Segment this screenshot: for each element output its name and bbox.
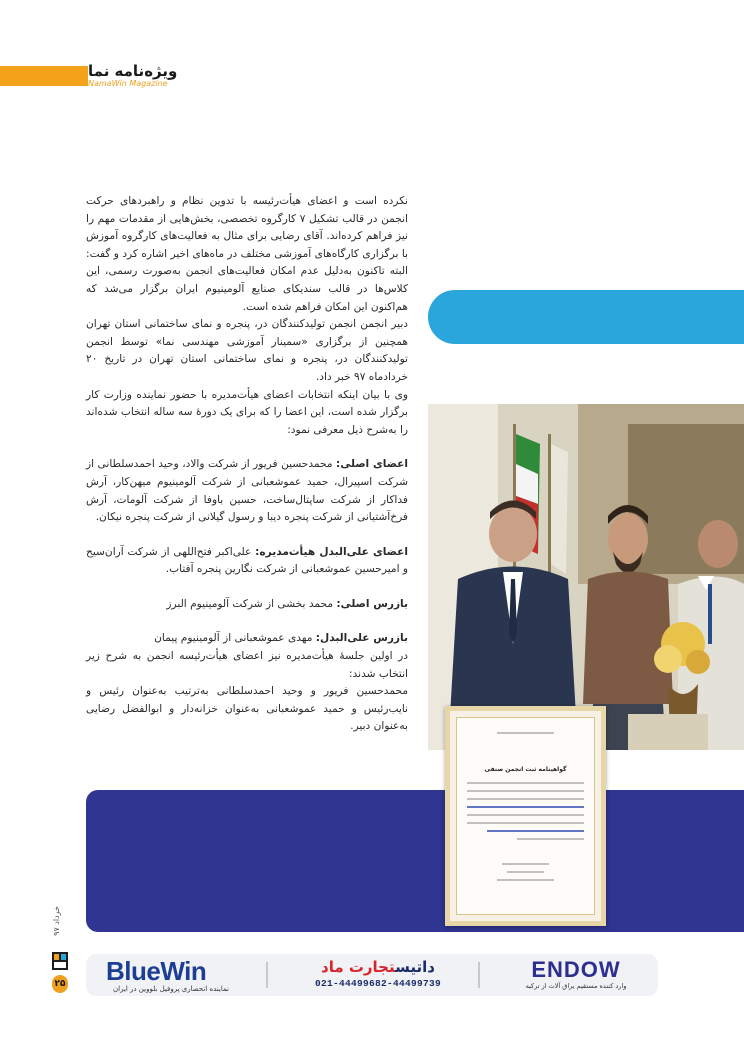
certificate-signature-line	[507, 871, 544, 873]
datis-phone: 021-44499682-44499739	[314, 978, 442, 989]
principal-members-label: اعضای اصلی:	[336, 458, 408, 471]
magazine-logo	[88, 62, 208, 92]
article-paragraph-4: در اولین جلسهٔ هیأت‌مدیره نیز اعضای هیأت‌رئیسه انجمن به شرح زیر انتخاب شدند:	[86, 650, 408, 680]
alternate-inspector	[86, 630, 408, 648]
ad-separator	[478, 962, 480, 988]
certificate-emblem-line	[497, 732, 554, 734]
article-paragraph-1: نکرده است و اعضای هیأت‌رئیسه با تدوین نظام و راهبردهای حرکت انجمن در قالب تشکیل ۷ کارگروه تخصصی، بخش‌هایی از مقدمات مهم را نیز فراهم کرده‌اند. آقای رضایی برای مثال به فعالیت‌های کارگروه آموزش با برگزاری کارگاه‌های آموزشی مختلف در ماه‌های اخیر اشاره کرد و گفت: البته تاکنون به‌دلیل عدم امکان فعالیت‌های انجمن به‌صورت رسمی، این کلاس‌ها در قالب سندیکای صنایع آلومینیوم ایران برگزار می‌شد که هم‌اکنون این امکان فراهم شده است.	[86, 195, 408, 313]
certificate-text-line	[467, 814, 584, 816]
board-members-photo	[428, 404, 744, 750]
endow-logo: ENDOW	[531, 957, 621, 982]
certificate-title: گواهینامه ثبت انجمن صنفی	[484, 766, 567, 773]
logo-title: ویژه‌نامه نما	[88, 62, 178, 80]
principal-members-text: محمدحسین فریور از شرکت والاد، وحید احمدسلطانی از شرکت اسپیرال، حمید عموشعبانی از شرکت آلومینیوم میهن‌کار، آرش فداکار از شرکت ساپتال‌ساخت، حسین باوفا از شرکت آلومات، آرش فرخ‌آشتیانی از شرکت پنجره دیبا و رسول گیلانی از شرکت پنجره نیکان.	[86, 458, 408, 524]
main-inspector-label: بازرس اصلی:	[336, 597, 408, 610]
photo-illustration	[428, 404, 744, 750]
decorative-blue-banner	[428, 290, 744, 344]
alternate-inspector-label: بازرس علی‌البدل:	[315, 632, 408, 645]
certificate-highlight-line	[487, 830, 584, 832]
certificate-text-line	[467, 822, 584, 824]
endow-tagline: وارد کننده مستقیم یراق آلات از ترکیه	[525, 982, 627, 990]
navy-info-box	[86, 790, 744, 932]
issue-date: خرداد ۹۷	[52, 906, 61, 936]
bluewin-logo: BlueWin	[106, 956, 207, 986]
principal-members	[86, 456, 408, 526]
bluewin-ad[interactable]	[106, 958, 266, 994]
main-inspector	[86, 596, 408, 614]
main-inspector-text: محمد بخشی از شرکت آلومینیوم البرز	[166, 597, 337, 610]
certificate-text-line	[467, 782, 584, 784]
datis-logo: داتیستجارت ماد	[321, 958, 435, 976]
article-paragraph-2: دبیر انجمن انجمن تولیدکنندگان در، پنجره و نمای ساختمانی استان تهران همچنین از برگزاری «سمینار آموزشی مهندسی نما» توسط انجمن تولیدکنندگان در، پنجره و نمای ساختمانی استان تهران در تاریخ ۲۰ خردادماه ۹۷ خبر داد.	[86, 318, 408, 383]
certificate-signature-line	[497, 879, 554, 881]
article-paragraph-3: وی با بیان اینکه انتخابات اعضای هیأت‌مدیره با حضور نماینده وزارت کار برگزار شده است، این اعضا را که برای یک دورهٔ سه ساله انتخاب شده‌اند را به‌شرح ذیل معرفی نمود:	[86, 388, 408, 436]
alternate-inspector-text: مهدی عموشعبانی از آلومینیوم پیمان	[154, 632, 316, 645]
article-paragraph-5: محمدحسین فریور و وحید احمدسلطانی به‌ترتیب به‌عنوان رئیس و نایب‌رئیس و حمید عموشعبانی به‌عنوان خزانه‌دار و ابوالفضل رضایی به‌عنوان دبیر.	[86, 685, 408, 733]
registration-certificate	[445, 706, 606, 926]
certificate-paper	[456, 717, 595, 915]
alternate-members	[86, 544, 408, 579]
logo-subtitle: NamaWin Magazine	[88, 79, 168, 88]
page-number: ۲۵	[52, 975, 68, 993]
alternate-members-text: علی‌اکبر فتح‌اللهی از شرکت آران‌سیح و امیرحسین عموشعبانی از شرکت نگارین پنجره آفتاب.	[86, 545, 408, 576]
bluewin-tagline: نماینده انحصاری پروفیل بلووین در ایران	[113, 985, 229, 993]
certificate-highlight-line	[467, 806, 584, 808]
article-column	[86, 193, 408, 736]
datis-ad[interactable]	[298, 958, 458, 994]
ad-separator	[266, 962, 268, 988]
alternate-members-label: اعضای علی‌البدل هیأت‌مدیره:	[255, 545, 408, 558]
magazine-icon	[51, 951, 69, 971]
certificate-signature-line	[502, 863, 549, 865]
advertisement-strip	[86, 954, 658, 996]
header-accent-bar	[0, 66, 88, 86]
certificate-text-line	[467, 790, 584, 792]
certificate-text-line	[467, 798, 584, 800]
certificate-text-line	[517, 838, 584, 840]
endow-ad[interactable]	[518, 958, 634, 994]
